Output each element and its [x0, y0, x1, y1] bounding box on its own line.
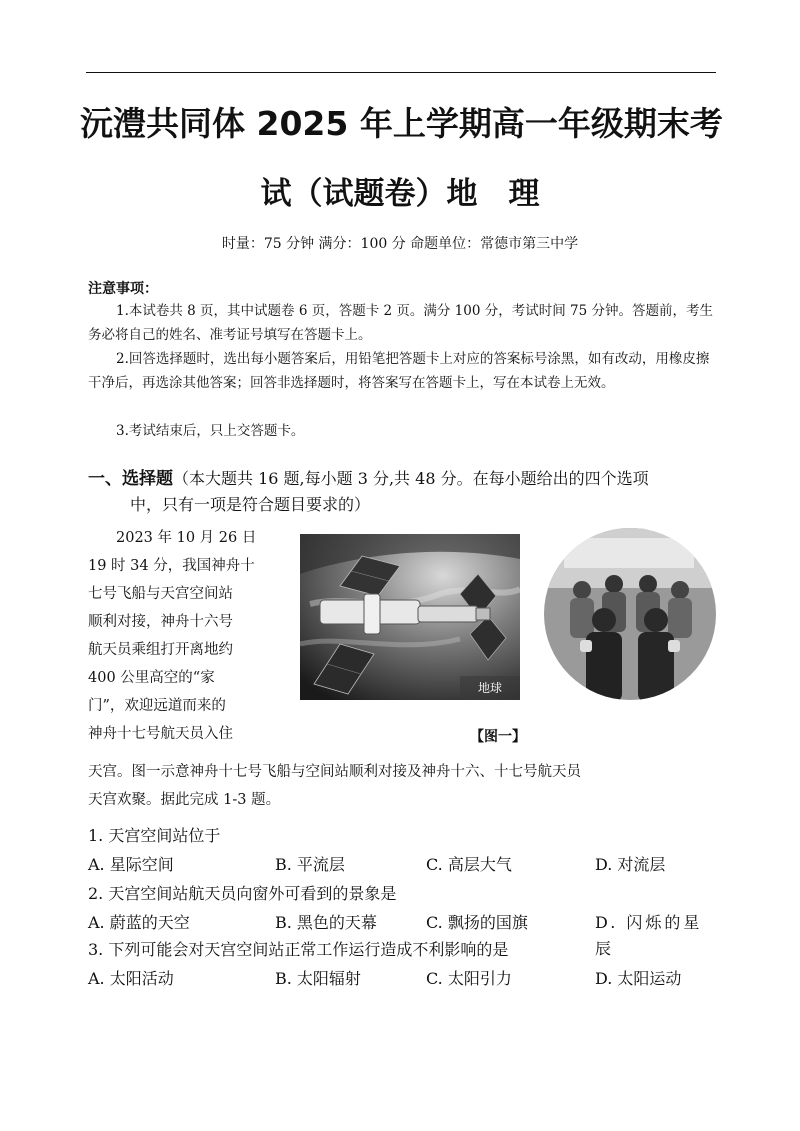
exam-title-line2: 试（试题卷）地 理: [260, 176, 540, 212]
earth-label: 地球: [478, 681, 503, 695]
intro-line: 顺利对接，神舟十六号: [88, 614, 233, 630]
intro-cont-line: 天宫欢聚。据此完成 1-3 题。: [88, 792, 281, 808]
astronauts-photo: [544, 528, 716, 700]
section-desc-line2: 中，只有一项是符合题目要求的）: [130, 495, 371, 514]
question-1-option-a: A. 星际空间: [88, 855, 174, 874]
question-1-stem: 1. 天宫空间站位于: [88, 826, 221, 845]
question-2-stem: 2. 天宫空间站航天员向窗外可看到的景象是: [88, 884, 397, 903]
notice-item-3: 3.考试结束后，只上交答题卡。: [116, 423, 305, 439]
intro-line: 门”，欢迎远道而来的: [88, 698, 226, 714]
question-3-stem: 3. 下列可能会对天宫空间站正常工作运行造成不利影响的是: [88, 940, 509, 959]
top-rule: [86, 72, 716, 73]
question-2-option-a: A. 蔚蓝的天空: [88, 913, 190, 932]
space-station-photo: [300, 534, 520, 700]
question-3-option-c: C. 太阳引力: [426, 969, 512, 988]
intro-line: 神舟十七号航天员入住: [88, 726, 233, 742]
notice-item-2: 2.回答选择题时，选出每小题答案后，用铅笔把答题卡上对应的答案标号涂黑，如有改动，用橡皮擦干净后，再选涂其他答案；回答非选择题时，将答案写在答题卡上，写在本试卷上无效。: [88, 351, 710, 391]
notice-item-1: 1.本试卷共 8 页，其中试题卷 6 页，答题卡 2 页。满分 100 分，考试时间 75 分钟。答题前，考生务必将自己的姓名、准考证号填写在答题卡上。: [88, 303, 714, 343]
section-heading: [88, 466, 716, 518]
question-1-option-b: B. 平流层: [275, 855, 345, 874]
intro-line: 航天员乘组打开离地约: [88, 642, 233, 658]
figure-caption: 【图一】: [470, 729, 526, 745]
intro-line: 19 时 34 分，我国神舟十: [88, 558, 255, 574]
intro-text: [88, 524, 278, 748]
question-2-option-b: B. 黑色的天幕: [275, 913, 377, 932]
section-desc-line1: （本大题共 16 题,每小题 3 分,共 48 分。在每小题给出的四个选项: [173, 469, 649, 488]
question-1-option-c: C. 高层大气: [426, 855, 512, 874]
intro-line: 2023 年 10 月 26 日: [116, 530, 257, 546]
exam-meta: 时量：75 分钟 满分：100 分 命题单位：常德市第三中学: [221, 236, 579, 252]
notice-heading: 注意事项：: [88, 281, 158, 297]
intro-continuation: [88, 758, 716, 814]
question-2-option-c: C. 飘扬的国旗: [426, 913, 528, 932]
question-3-option-d: D. 太阳运动: [595, 969, 682, 988]
question-3-option-a: A. 太阳活动: [88, 969, 174, 988]
intro-line: 七号飞船与天宫空间站: [88, 586, 233, 602]
question-1-option-d: D. 对流层: [595, 855, 666, 874]
question-3-option-b: B. 太阳辐射: [275, 969, 361, 988]
exam-title-line1: 沅澧共同体 2025 年上学期高一年级期末考: [80, 104, 723, 143]
intro-line: 400 公里高空的“家: [88, 670, 215, 686]
question-2-option-d: D. 闪烁的星辰: [595, 913, 703, 958]
section-label: 一、选择题: [88, 469, 173, 489]
intro-cont-line: 天宫。图一示意神舟十七号飞船与空间站顺利对接及神舟十六、十七号航天员: [88, 764, 581, 780]
